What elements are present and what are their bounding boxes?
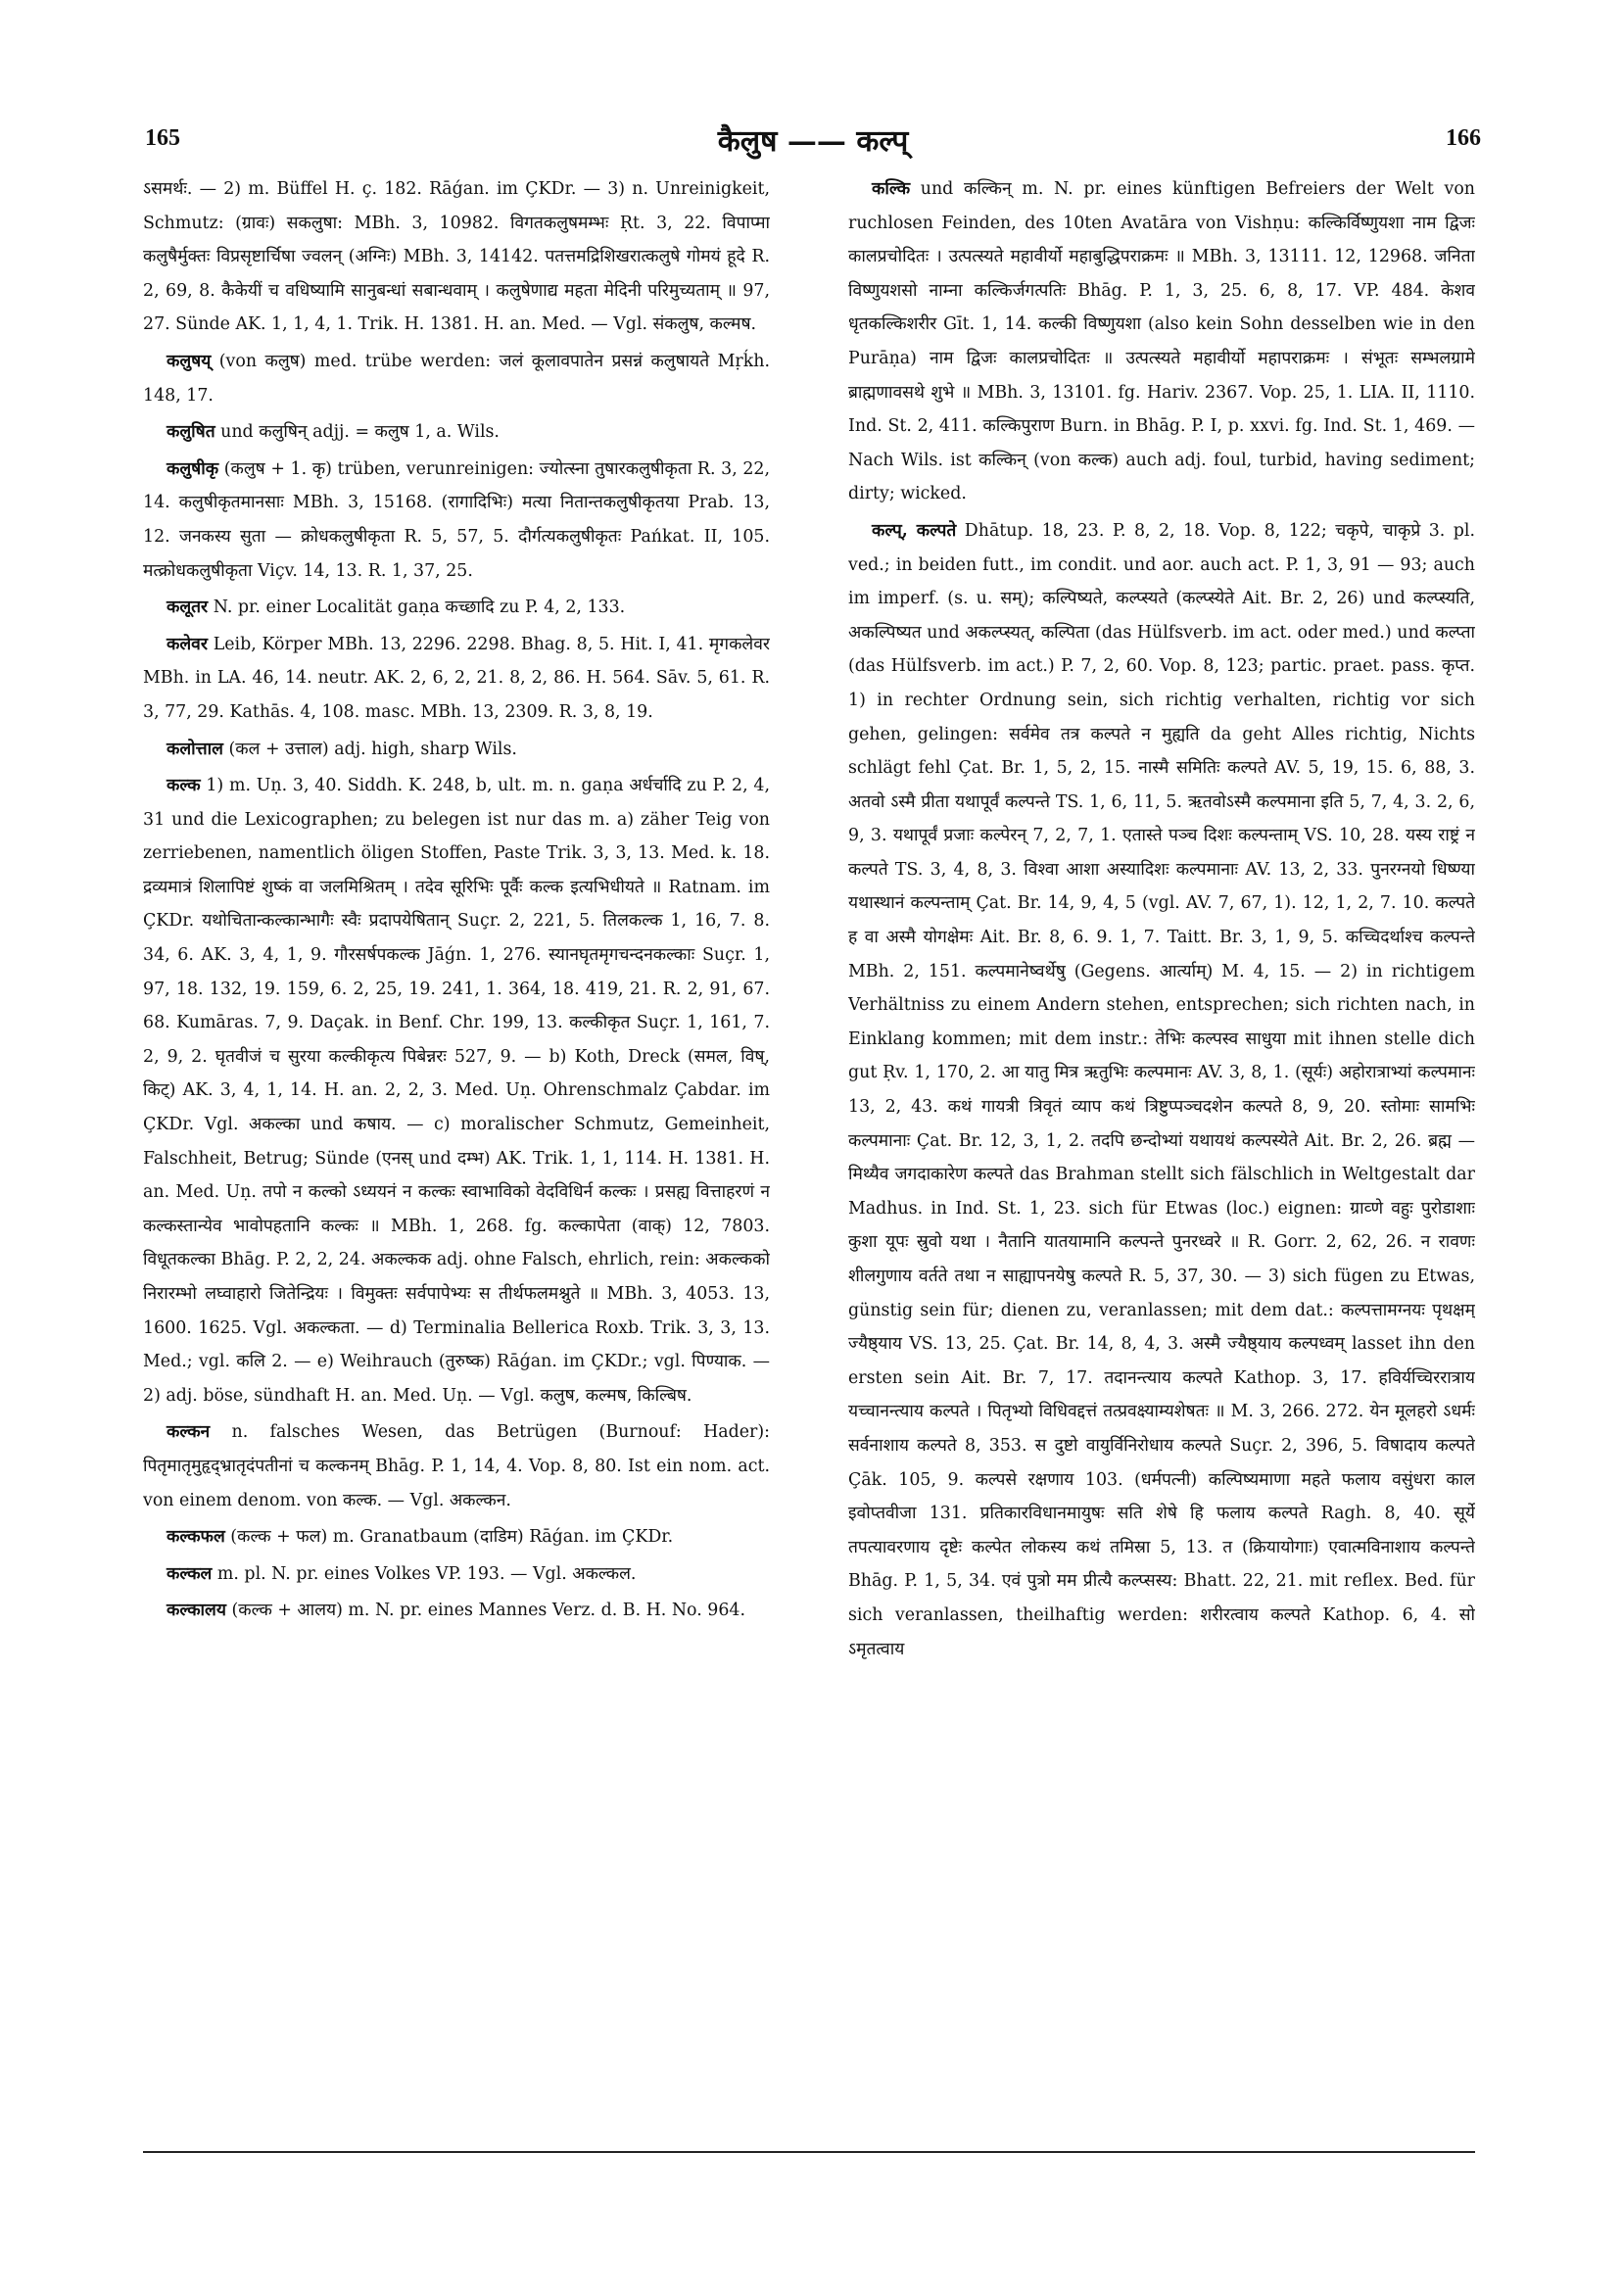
entry-text: (कलुष + 1. कृ) trüben, verunreinigen: ज्योत्स्ना तुषारकलुषीकृता R. 3, 22, 14. कलुषीकृतमानसाः MBh. 3, 15168. (रागादिभिः) मत्या नितान्तकलुषीकृतया Prab. 13, 12. जनकस्य सुता — क्रोधकलुषीकृता R. 5, 57, 5. दौर्गत्यकलुषीकृतः Pańkat. II, 105. मत्क्रोधकलुषीकृता Viçv. 14, 13. R. 1, 37, 25.: [143, 458, 770, 581]
dictionary-entry: [143, 415, 770, 450]
dictionary-entry: [143, 628, 770, 730]
entry-text: 1) m. Uṇ. 3, 40. Siddh. K. 248, b, ult. m. n. gaṇa अर्धर्चादि zu P. 2, 4, 31 und die Lexicographen; zu belegen ist nur das m. a) zäher Teig von zerriebenen, namentlich öligen Stoffen, Paste Trik. 3, 3, 13. Med. k. 18. द्रव्यमात्रं शिलापिष्टं शुष्कं वा जलमिश्रितम् । तदेव सूरिभिः पूर्वैः कल्क इत्यभिधीयते ॥ Ratnam. im ÇKDr. यथोचितान्कल्कान्भागैः स्वैः प्रदापयेषितान् Suçr. 2, 221, 5. तिलकल्क 1, 16, 7. 8. 34, 6. AK. 3, 4, 1, 9. गौरसर्षपकल्क Jāǵn. 1, 276. स्यानघृतमृगचन्दनकल्काः Suçr. 1, 97, 18. 132, 19. 159, 6. 2, 25, 19. 241, 1. 364, 18. 419, 21. R. 2, 91, 67. 68. Kumāras. 7, 9. Daçak. in Benf. Chr. 199, 13. कल्कीकृत Suçr. 1, 161, 7. 2, 9, 2. घृतवीजं च सुरया कल्कीकृत्य पिबेन्नरः 527, 9. — b) Koth, Dreck (समल, विष्, किट्) AK. 3, 4, 1, 14. H. an. 2, 2, 3. Med. Uṇ. Ohrenschmalz Çabdar. im ÇKDr. Vgl. अकल्का und कषाय. — c) moralischer Schmutz, Gemeinheit, Falschheit, Betrug; Sünde (एनस् und दम्भ) AK. Trik. 1, 1, 114. H. 1381. H. an. Med. Uṇ. तपो न कल्को ऽध्ययनं न कल्कः स्वाभाविको वेदविधिर्न कल्कः । प्रसह्य वित्ताहरणं न कल्कस्तान्येव भावोपहतानि कल्कः ॥ MBh. 1, 268. fg. कल्कापेता (वाक्) 12, 7803. विधूतकल्का Bhāg. P. 2, 2, 24. अकल्कक adj. ohne Falsch, ehrlich, rein: अकल्कको निरारम्भो लघ्वाहारो जितेन्द्रियः । विमुक्तः सर्वपापेभ्यः स तीर्थफलमश्नुते ॥ MBh. 3, 4053. 13, 1600. 1625. Vgl. अकल्कता. — d) Terminalia Bellerica Roxb. Trik. 3, 3, 13. Med.; vgl. कलि 2. — e) Weihrauch (तुरुष्क) Rāǵan. im ÇKDr.; vgl. पिण्याक. — 2) adj. böse, sündhaft H. an. Med. Uṇ. — Vgl. कलुष, कल्मष, किल्बिष.: [143, 776, 770, 1406]
dictionary-entry: [143, 591, 770, 625]
running-head: कैलुष —— कल्प्: [717, 124, 909, 159]
entry-lemma: कल्कन: [167, 1422, 211, 1443]
entry-lemma: कलूतर: [167, 598, 209, 618]
entry-lemma: कलुषित: [167, 422, 215, 443]
entry-text: m. pl. N. pr. eines Volkes VP. 193. — Vgl. अकल्कल.: [216, 1563, 637, 1584]
dictionary-entry: [848, 172, 1475, 511]
footer-rule: [143, 2151, 1475, 2153]
dictionary-entry: [143, 453, 770, 588]
entry-text: (कल + उत्ताल) adj. high, sharp Wils.: [228, 739, 517, 759]
dictionary-entry: [143, 345, 770, 412]
right-column: [848, 172, 1475, 1975]
page-number-right: 166: [1446, 125, 1481, 151]
entry-lemma: कलेवर: [167, 634, 208, 654]
entry-text: N. pr. einer Localität gaṇa कच्छादि zu P. 4, 2, 133.: [213, 598, 626, 618]
entry-lemma: कल्कि: [872, 179, 911, 199]
dictionary-entry: [143, 1557, 770, 1592]
entry-text: (von कलुष) med. trübe werden: जलं कूलावपातेन प्रसन्नं कलुषायते Mṛḱh. 148, 17.: [143, 351, 770, 406]
entry-lemma: कल्प्, कल्पते: [872, 520, 957, 541]
entry-lemma: कल्कफल: [167, 1527, 225, 1548]
entry-text: und कलुषिन् adjj. = कलुष 1, a. Wils.: [220, 422, 500, 443]
left-column: [143, 172, 770, 2122]
entry-lemma: कल्कल: [167, 1563, 213, 1584]
entry-text: (कल्क + फल) m. Granatbaum (दाडिम) Rāǵan. im ÇKDr.: [230, 1527, 674, 1548]
entry-text: ऽसमर्थः. — 2) m. Büffel H. ç. 182. Rāǵan. im ÇKDr. — 3) n. Unreinigkeit, Schmutz: (ग्रावः) सकलुषा: MBh. 3, 10982. विगतकलुषमम्भः Ṛt. 3, 22. विपाप्मा कलुषैर्मुक्तः विप्रसृष्टार्चिषा ज्वलन् (अग्निः) MBh. 3, 14142. पतत्तमद्रिशिखरात्कलुषे गोमयं हूदे R. 2, 69, 8. कैकेयीं च वधिष्यामि सानुबन्धां सबान्धवाम् । कलुषेणाद्य महता मेदिनी परिमुच्यताम् ॥ 97, 27. Sünde AK. 1, 1, 4, 1. Trik. H. 1381. H. an. Med. — Vgl. संकलुष, कल्मष.: [143, 179, 770, 335]
entry-lemma: कल्कालय: [167, 1601, 226, 1621]
dictionary-entry: [143, 1594, 770, 1628]
page-number-left: 165: [145, 125, 180, 151]
entry-text: (कल्क + आलय) m. N. pr. eines Mannes Verz. d. B. H. No. 964.: [231, 1601, 746, 1621]
entry-lemma: कल्क: [167, 776, 201, 796]
dictionary-entry: [143, 733, 770, 767]
entry-text: Leib, Körper MBh. 13, 2296. 2298. Bhag. 8, 5. Hit. I, 41. मृगकलेवर MBh. in LA. 46, 14. neutr. AK. 2, 6, 2, 21. 8, 2, 86. H. 564. Sāv. 5, 61. R. 3, 77, 29. Kathās. 4, 108. masc. MBh. 13, 2309. R. 3, 8, 19.: [143, 634, 770, 722]
entry-text: n. falsches Wesen, das Betrügen (Burnouf: Hader): पितृमातृमुहृद्भ्रातृदंपतीनां च कल्कनम् Bhāg. P. 1, 14, 4. Vop. 8, 80. Ist ein nom. act. von einem denom. von कल्क. — Vgl. अकल्कन.: [143, 1422, 770, 1510]
entry-lemma: कलुषीकृ: [167, 458, 219, 479]
dictionary-entry: [143, 1520, 770, 1555]
dictionary-entry: [143, 172, 770, 342]
dictionary-entry: [143, 1415, 770, 1517]
entry-text: Dhātup. 18, 23. P. 8, 2, 18. Vop. 8, 122; चकृपे, चाकृप्रे 3. pl. ved.; in beiden futt., im condit. und aor. auch act. P. 1, 3, 91 — 93; auch im imperf. (s. u. सम्); कल्पिष्यते, कल्प्स्यते (कल्प्स्येते Ait. Br. 2, 26) und कल्प्स्यति, अकल्पिष्यत und अकल्प्स्यत्, कल्पिता (das Hülfsverb. im act. oder med.) und कल्प्ता (das Hülfsverb. im act.) P. 7, 2, 60. Vop. 8, 123; partic. praet. pass. कृप्त. 1) in rechter Ordnung sein, sich richtig verhalten, richtig vor sich gehen, gelingen: सर्वमेव तत्र कल्पते न मुह्यति da geht Alles richtig, Nichts schlägt fehl Çat. Br. 1, 5, 2, 15. नास्मै समितिः कल्पते AV. 5, 19, 15. 6, 88, 3. अतवो ऽस्मै प्रीता यथापूर्वं कल्पन्ते TS. 1, 6, 11, 5. ऋतवोऽस्मै कल्पमाना इति 5, 7, 4, 3. 2, 6, 9, 3. यथापूर्वं प्रजाः कल्पेरन् 7, 2, 7, 1. एतास्ते पञ्च दिशः कल्पन्ताम् VS. 10, 28. यस्य राष्ट्रं न कल्पते TS. 3, 4, 8, 3. विश्वा आशा अस्यादिशः कल्पमानाः AV. 13, 2, 33. पुनरग्नयो धिष्ण्या यथास्थानं कल्पन्ताम् Çat. Br. 14, 9, 4, 5 (vgl. AV. 7, 67, 1). 12, 1, 2, 7. 10. कल्पते ह वा अस्मै योगक्षेमः Ait. Br. 8, 6. 9. 1, 7. Taitt. Br. 3, 1, 9, 5. कच्चिदर्थाश्च कल्पन्ते MBh. 2, 151. कल्पमानेष्वर्थेषु (Gegens. आर्त्याम्) M. 4, 15. — 2) in richtigem Verhältniss zu einem Andern stehen, entsprechen; sich richten nach, in Einklang kommen; mit dem instr.: तेभिः कल्पस्व साधुया mit ihnen stelle dich gut Ṛv. 1, 170, 2. आ यातु मित्र ऋतुभिः कल्पमानः AV. 3, 8, 1. (सूर्यः) अहोरात्राभ्यां कल्पमानः 13, 2, 43. कथं गायत्री त्रिवृतं व्याप कथं त्रिष्टुप्पञ्चदशेन कल्पते 8, 9, 20. स्तोमाः सामभिः कल्पमानाः Çat. Br. 12, 3, 1, 2. तदपि छन्दोभ्यां यथायथं कल्पस्येते Ait. Br. 2, 26. ब्रह्म — मिथ्यैव जगदाकारेण कल्पते das Brahman stellt sich fälschlich in Weltgestalt dar Madhus. in Ind. St. 1, 23. sich für Etwas (loc.) eignen: ग्राव्णे वहुः पुरोडाशाः कुशा यूपः स्रुवो यथा । नैतानि यातयामानि कल्पन्ते पुनरध्वरे ॥ R. Gorr. 2, 62, 26. न रावणः शीलगुणाय वर्तते तथा न साह्यापनयेषु कल्पते R. 5, 37, 30. — 3) sich fügen zu Etwas, günstig sein für; dienen zu, veranlassen; mit dem dat.: कल्पत्तामग्नयः पृथक्षम् ज्यैष्ठ्याय VS. 13, 25. Çat. Br. 14, 8, 4, 3. अस्मै ज्यैष्ठ्याय कल्पध्वम् lasset ihn den ersten sein Ait. Br. 7, 17. तदानन्त्याय कल्पते Kathop. 3, 17. हविर्यच्चिररात्राय यच्चानन्त्याय कल्पते । पितृभ्यो विधिवद्दत्तं तत्प्रवक्ष्याम्यशेषतः ॥ M. 3, 266. 272. येन मूलहरो ऽधर्मः सर्वनाशाय कल्पते 8, 353. स दुष्टो वायुर्विनिरोधाय कल्पते Suçr. 2, 396, 5. विषादाय कल्पते Çāk. 105, 9. कल्पसे रक्षणाय 103. (धर्मपत्नी) कल्पिष्यमाणा महते फलाय वसुंधरा काल इवोप्तवीजा 131. प्रतिकारविधानमायुषः सति शेषे हि फलाय कल्पते Ragh. 8, 40. सूर्ये तपत्यावरणाय दृष्टेः कल्पेत लोकस्य कथं तमिस्रा 5, 13. त (क्रियायोगाः) एवात्मविनाशाय कल्पन्ते Bhāg. P. 1, 5, 34. एवं पुत्रो मम प्रीत्यै कल्प्सस्य: Bhatt. 22, 21. mit reflex. Bed. für sich veranlassen, theilhaftig werden: शरीरत्वाय कल्पते Kathop. 6, 4. सो ऽमृतत्वाय: [848, 520, 1475, 1659]
dictionary-entry: [143, 769, 770, 1412]
entry-lemma: कलुषय्: [167, 351, 212, 371]
entry-lemma: कलोत्ताल: [167, 739, 223, 759]
entry-text: und कल्किन् m. N. pr. eines künftigen Befreiers der Welt von ruchlosen Feinden, des 10ten Avatāra von Vishṇu: कल्किर्विष्णुयशा नाम द्विजः कालप्रचोदितः । उत्पत्स्यते महावीर्यो महाबुद्धिपराक्रमः ॥ MBh. 3, 13111. 12, 12968. जनिता विष्णुयशसो नाम्ना कल्किर्जगत्पतिः Bhāg. P. 1, 3, 25. 6, 8, 17. VP. 484. केशव धृतकल्किशरीर Gīt. 1, 14. कल्की विष्णुयशा (also kein Sohn desselben wie in den Purāṇa) नाम द्विजः कालप्रचोदितः ॥ उत्पत्स्यते महावीर्यो महापराक्रमः । संभूतः सम्भलग्रामे ब्राह्मणावसथे शुभे ॥ MBh. 3, 13101. fg. Hariv. 2367. Vop. 25, 1. LIA. II, 1110. Ind. St. 2, 411. कल्किपुराण Burn. in Bhāg. P. I, p. xxvi. fg. Ind. St. 1, 469. — Nach Wils. ist कल्किन् (von कल्क) auch adj. foul, turbid, having sediment; dirty; wicked.: [848, 179, 1475, 504]
dictionary-entry: [848, 514, 1475, 1666]
